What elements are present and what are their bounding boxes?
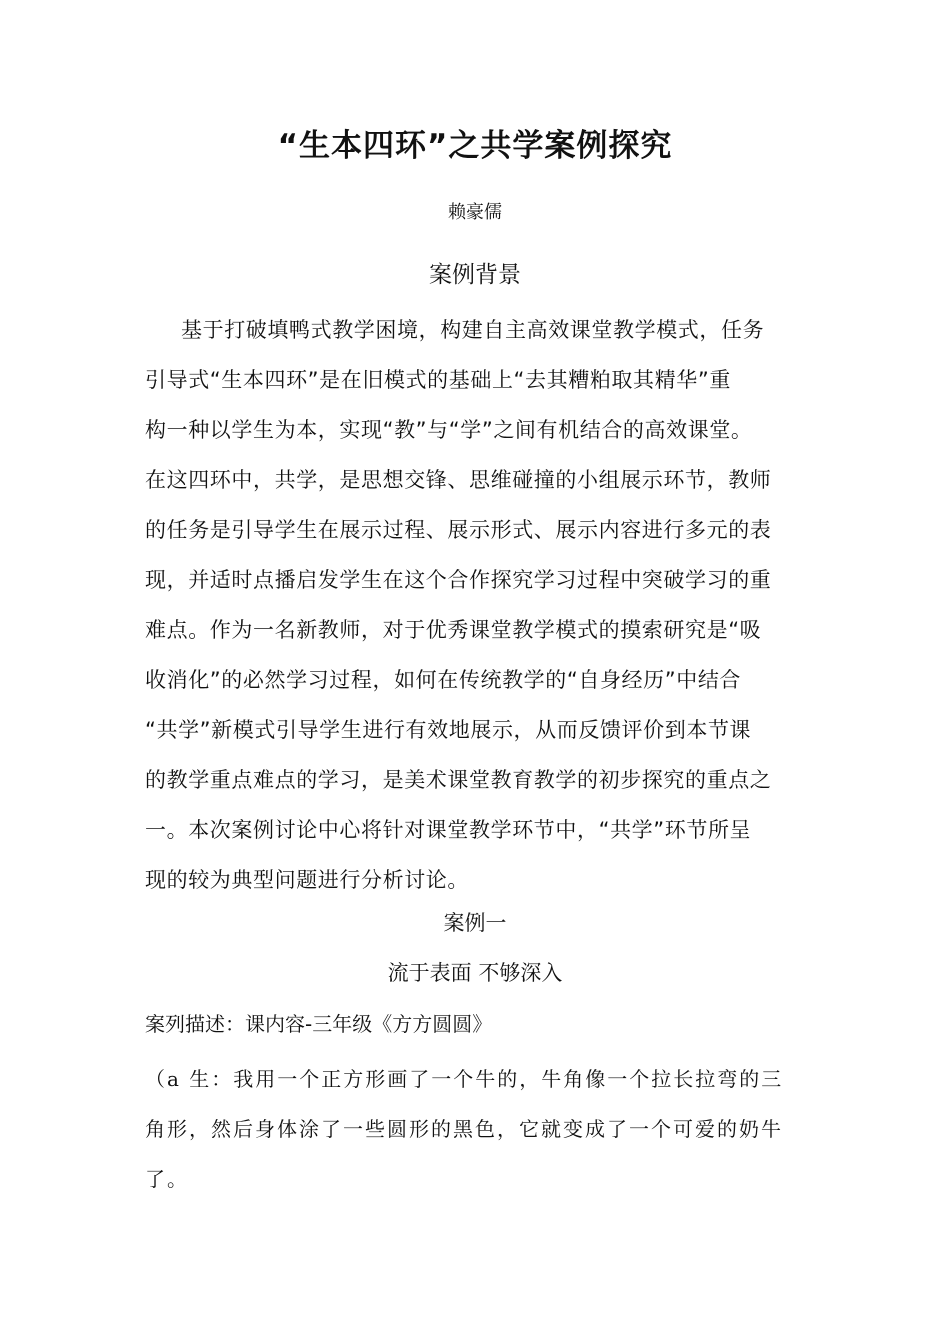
paragraph-line: 构一种以学生为本，实现“教”与“学”之间有机结合的高效课堂。 [145, 418, 753, 442]
student-response-line: （a 生：我用一个正方形画了一个牛的，牛角像一个拉长拉弯的三 [145, 1067, 784, 1091]
case-title: 案例一 [443, 911, 507, 935]
paragraph-line: 收消化”的必然学习过程，如何在传统教学的“自身经历”中结合 [145, 668, 742, 692]
paragraph-line: 现的较为典型问题进行分析讨论。 [145, 868, 469, 892]
section-heading-background: 案例背景 [429, 262, 521, 288]
case-subtitle: 流于表面 不够深入 [387, 961, 563, 985]
paragraph-line: 引导式“生本四环”是在旧模式的基础上“去其糟粕取其精华”重 [145, 368, 731, 392]
paragraph-line: 一。本次案例讨论中心将针对课堂教学环节中，“共学”环节所呈 [145, 818, 752, 842]
student-response-line: 角形，然后身体涂了一些圆形的黑色，它就变成了一个可爱的奶牛 [145, 1117, 783, 1141]
case-description: 案列描述：课内容-三年级《方方圆圆》 [145, 1012, 493, 1036]
paragraph-line: 难点。作为一名新教师，对于优秀课堂教学模式的摸索研究是“吸 [145, 618, 762, 642]
paragraph-line: “共学”新模式引导学生进行有效地展示，从而反馈评价到本节课 [145, 718, 752, 742]
paragraph-line: 的教学重点难点的学习，是美术课堂教育教学的初步探究的重点之 [145, 768, 772, 792]
paragraph-line: 现，并适时点播启发学生在这个合作探究学习过程中突破学习的重 [145, 568, 772, 592]
paragraph-line: 的任务是引导学生在展示过程、展示形式、展示内容进行多元的表 [145, 518, 772, 542]
document-title: “生本四环”之共学案例探究 [277, 128, 673, 164]
student-response-line: 了。 [145, 1167, 189, 1191]
paragraph-line: 基于打破填鸭式教学困境，构建自主高效课堂教学模式，任务 [181, 318, 765, 342]
student-response [145, 1054, 825, 1204]
author-name: 赖豪儒 [448, 202, 502, 223]
paragraph-line: 在这四环中，共学，是思想交锋、思维碰撞的小组展示环节，教师 [145, 468, 772, 492]
background-paragraph [145, 305, 825, 905]
